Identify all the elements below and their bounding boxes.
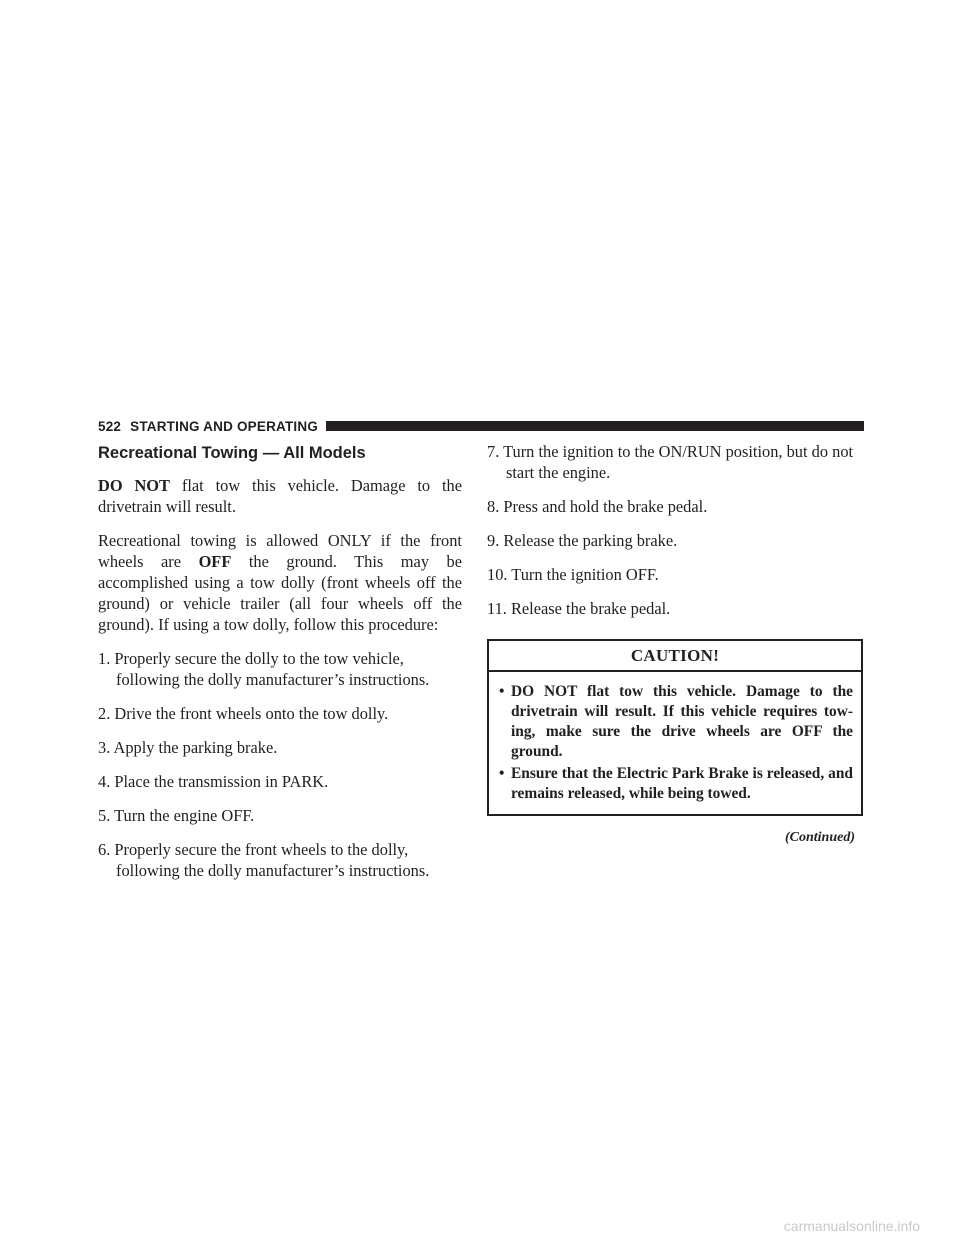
step-1: 1. Properly secure the dolly to the tow vehicle, following the dolly manufacturer’s instructions. bbox=[98, 649, 430, 689]
step-9: 9. Release the parking brake. bbox=[487, 531, 678, 550]
right-column bbox=[487, 441, 863, 846]
step-7: 7. Turn the ignition to the ON/RUN position, but do not start the engine. bbox=[487, 442, 854, 482]
step-10: 10. Turn the ignition OFF. bbox=[487, 565, 659, 584]
paragraph-text-end: the ground. This may be accomplished using a tow dolly (front wheels off the ground) or vehicle trailer (all four wheels off the ground). If using a tow dolly, follow this procedure: bbox=[98, 552, 463, 634]
paragraph-text-start: Recreational towing is allowed ONLY if the front wheels are bbox=[98, 531, 462, 571]
bullet-icon: • bbox=[499, 765, 505, 782]
step-2: 2. Drive the front wheels onto the tow dolly. bbox=[98, 704, 389, 723]
continued-note: (Continued) bbox=[784, 830, 855, 845]
caution-body bbox=[489, 672, 861, 814]
watermark-link[interactable]: carmanualsonline.info bbox=[783, 1218, 920, 1234]
caution-item bbox=[499, 682, 853, 762]
step-6: 6. Properly secure the front wheels to the dolly, following the dolly manufacturer’s instructions. bbox=[98, 840, 430, 880]
off-emphasis: OFF bbox=[198, 552, 232, 571]
step-4: 4. Place the transmission in PARK. bbox=[98, 772, 329, 791]
paragraph-text: flat tow this vehicle. Damage to the drivetrain will result. bbox=[98, 476, 463, 516]
paragraph-recreational-towing bbox=[98, 530, 462, 635]
step-3: 3. Apply the parking brake. bbox=[98, 738, 278, 757]
section-heading: Recreational Towing — All Models bbox=[98, 444, 366, 462]
step-11: 11. Release the brake pedal. bbox=[487, 599, 671, 618]
caution-item bbox=[499, 764, 853, 804]
left-column bbox=[98, 441, 462, 894]
bullet-icon: • bbox=[499, 683, 505, 700]
caution-title: CAUTION! bbox=[489, 641, 861, 672]
caution-box bbox=[487, 639, 863, 816]
page-number: 522 bbox=[98, 418, 122, 434]
caution-item-text: Ensure that the Electric Park Brake is released, and remains released, while being towed. bbox=[511, 765, 853, 802]
section-title: STARTING AND OPERATING bbox=[130, 418, 319, 434]
page-header bbox=[98, 417, 864, 435]
caution-item-text: DO NOT flat tow this vehicle. Damage to the drivetrain will result. If this vehicle requires tow-ing, make sure the drive wheels are OFF the ground. bbox=[511, 683, 853, 760]
paragraph-do-not-flat-tow bbox=[98, 475, 462, 517]
header-rule bbox=[326, 421, 864, 431]
step-8: 8. Press and hold the brake pedal. bbox=[487, 497, 708, 516]
do-not-emphasis: DO NOT bbox=[98, 476, 170, 495]
step-5: 5. Turn the engine OFF. bbox=[98, 806, 255, 825]
